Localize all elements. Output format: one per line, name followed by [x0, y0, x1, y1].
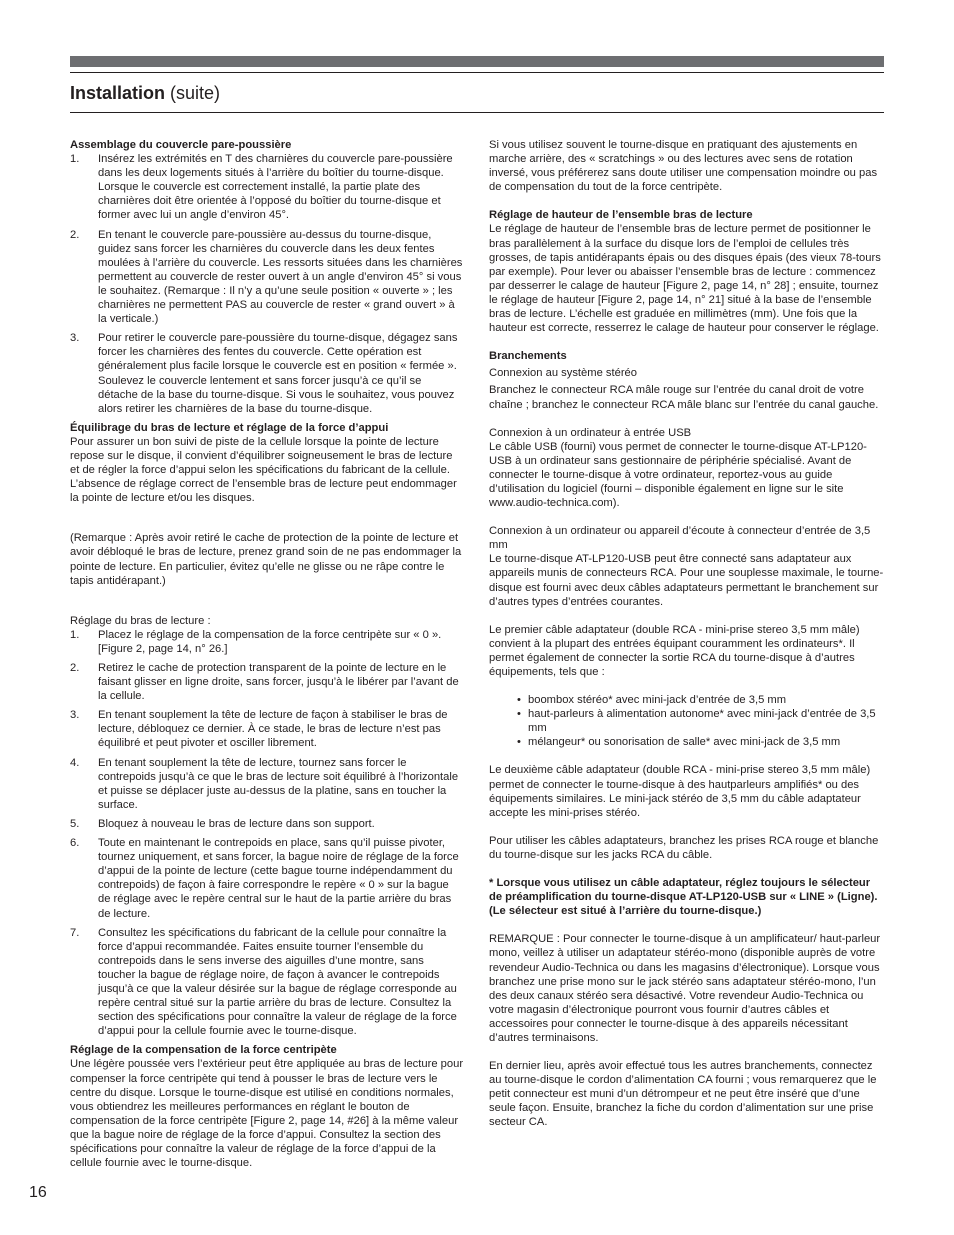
header-divider — [70, 72, 884, 73]
item-number: 7. — [70, 926, 80, 939]
right-column — [489, 138, 885, 1130]
item-text: Placez le réglage de la compensation de la force centripète sur « 0 ». [Figure 2, page 14, n° 26.] — [98, 628, 442, 655]
first-adapter-text: Le premier câble adaptateur (double RCA - mini-prise stereo 3,5 mm mâle) convient à la plupart des entrées équipant couramment les ordinateurs*. Il permet également de connecter la sortie RCA du tourne-disque à d’autres équipements, tels que : — [489, 623, 860, 678]
stereo-text: Branchez le connecteur RCA mâle rouge sur l’entrée du canal droit de votre chaîne ; branchez le connecteur RCA mâle blanc sur l’entrée du canal gauche. — [489, 384, 879, 411]
list-item: • boombox stéréo* avec mini-jack d’entrée de 3,5 mm — [517, 693, 885, 707]
list-item — [70, 836, 464, 921]
item-number: 3. — [70, 332, 80, 345]
item-text: Pour retirer le couvercle pare-poussière du tourne-disque, dégagez sans forcer les charnières des fentes du couvercle. Cette opération est généralement plus facile lorsque le couvercle est en position « fermée ». Soulevez le couvercle lentement et sans forcer jusqu’à ce qu’il se détache de la base du tourne-disque. Si vous le souhaitez, vous pouvez alors retirer les charnières de la base du tourne-disque. — [98, 332, 458, 415]
header-bar — [70, 56, 884, 67]
antiskating-text: Une légère poussée vers l’extérieur peut être appliquée au bras de lecture pour compenser la force centripète qui tend à pousser le bras de lecture vers le centre du disque. Lorsque le tourne-disque est utilisé en conditions normales, vous obtiendrez les meilleures performances en réglant le bouton de compensation de la force centripète [Figure 2, page 14, #26] à la même valeur que la bague noire de réglage de la force d’appui. Consultez la section des spécifications pour connaître la valeur de réglage de la force d’appui de la cellule fournie avec le tourne-disque. — [70, 1058, 464, 1170]
height-text: Le réglage de hauteur de l’ensemble bras de lecture permet de positionner le bras parallèlement à la surface du disque lors de l’emploi de cellules très grosses, de tapis antidérapants épais ou des disques épais (des vieux 78-tours par exemple). Pour lever ou abaisser l’ensemble bras de lecture : commencez par desserrer le calage de hauteur [Figure 2, page 14, n° 28] ; ensuite, tournez le réglage de hauteur [Figure 2, page 14, n° 21] situé à la base de l’ensemble bras de lecture. L’échelle est graduée en millimètres (mm). Une fois que la hauteur est correcte, resserrez le calage de hauteur pour conserver le réglage. — [489, 223, 881, 335]
list-item — [70, 628, 464, 656]
dust-cover-steps — [70, 152, 464, 416]
item-number: 5. — [70, 817, 80, 830]
item-text: En tenant souplement la tête de lecture de façon à stabiliser le bras de lecture, débloquez ce dernier. À ce stade, le bras de lecture n’est pas équilibré et peut pivoter et osciller librement. — [98, 709, 448, 750]
arm-adjust-steps — [70, 628, 464, 1039]
list-item — [70, 708, 464, 750]
page-title — [70, 82, 220, 104]
list-item: • mélangeur* ou sonorisation de salle* avec mini-jack de 3,5 mm — [517, 735, 885, 749]
item-text: Insérez les extrémités en T des charnières du couvercle pare-poussière dans les deux logements situés à l’arrière du boîtier du tourne-disque. Lorsque le couvercle est correctement installé, la partie plate des charnières doit être orientée à l’opposé du boîtier du tourne-disque et former avec lui un angle d’environ 45°. — [98, 153, 453, 222]
item-number: 6. — [70, 837, 80, 850]
list-item — [70, 228, 464, 327]
section-heading-antiskating: Réglage de la compensation de la force centripète — [70, 1044, 337, 1057]
item-number: 2. — [70, 662, 80, 674]
mini-jack-label: Connexion à un ordinateur ou appareil d’écoute à connecteur d’entrée de 3,5 mm — [489, 525, 871, 552]
item-text: Consultez les spécifications du fabricant de la cellule pour connaître la force d’appui recommandée. Faites ensuite tourner l’ensemble du contrepoids dans le sens inverse des aiguilles d’une montre, sans toucher la bague de réglage noire, de façon à avancer le contrepoids jusqu’à ce que la valeur désirée sur la bague de réglage corresponde au repère central situé sur la partie arrière du bras de lecture. Consultez la section des spécifications pour connaître la valeur de réglage de la force d’appui pour la cellule fournie avec le tourne-disque. — [98, 926, 457, 1038]
list-item — [70, 152, 464, 222]
title-rule — [70, 112, 884, 113]
item-text: Retirez le cache de protection transparent de la pointe de lecture en le faisant glisser en ligne droite, sans forcer, jusqu’à le libérer par l’avant de la cellule. — [98, 662, 459, 703]
list-item — [70, 817, 464, 831]
list-item — [70, 331, 464, 416]
item-text: Toute en maintenant le contrepoids en place, sans qu’il puisse pivoter, tournez uniquement, et sans forcer, la bague noire de réglage de la force d’appui de la pointe de lecture (cette bague tourne indépendamment du contrepoids) de façon à faire correspondre le repère « 0 » sur la bague de réglage avec le repère central sur le haut de la partie arrière du bras de lecture. — [98, 837, 459, 920]
arm-adjust-label: Réglage du bras de lecture : — [70, 614, 211, 627]
list-item — [70, 926, 464, 1039]
balance-note: (Remarque : Après avoir retiré le cache de protection de la pointe de lecture et avoir débloqué le bras de lecture, prenez grand soin de ne pas endommager la pointe de lecture. En particulier, évitez qu’elle ne glisse ou ne râpe contre le tapis antidérapant.) — [70, 532, 462, 587]
power-text: En dernier lieu, après avoir effectué tous les autres branchements, connectez au tourne-disque le cordon d’alimentation CA fourni ; vous remarquerez que le petit connecteur est muni d’un détrompeur et ne peut être inséré que d’une seule façon. Ensuite, branchez la fiche du cordon d’alimentation sur une prise secteur CA. — [489, 1060, 877, 1129]
item-number: 3. — [70, 709, 80, 722]
item-number: 1. — [70, 153, 80, 166]
left-column — [70, 138, 464, 1170]
usb-text: Connexion à un ordinateur à entrée USB Le câble USB (fourni) vous permet de connecter le tourne-disque AT-LP120-USB à un ordinateur sans gestionnaire de périphérie spécialisé. Avant de connecter le tourne-disque à votre ordinateur, reportez-vous au guide d’utilisation du logiciel (fourni – disponible également en ligne sur le site www.audio-technica.com). — [489, 426, 867, 510]
section-heading-dust-cover: Assemblage du couvercle pare-poussière — [70, 139, 292, 151]
page-number: 16 — [29, 1184, 47, 1201]
balance-intro: Pour assurer un bon suivi de piste de la cellule lorsque la pointe de lecture repose sur le disque, il convient d’équilibrer soigneusement le bras de lecture et de régler la force d’appui selon les spécifications du fabricant de la cellule. L’absence de réglage correct de l’ensemble bras de lecture peut endommager la pointe de lecture et/ou les disques. — [70, 435, 457, 505]
section-heading-connections: Branchements — [489, 350, 567, 363]
antiskating-continued: Si vous utilisez souvent le tourne-disque en pratiquant des ajustements en marche arrière, des « scratchings » ou des lectures avec sens de rotation inversé, vous préférerez sans doute utiliser une compensation moindre ou pas de compensation du tout de la force centripète. — [489, 139, 878, 194]
adapter-use-text: Pour utiliser les câbles adaptateurs, branchez les prises RCA rouge et blanche du tourne-disque sur les jacks RCA du câble. — [489, 834, 879, 861]
mono-remark: REMARQUE : Pour connecter le tourne-disque à un amplificateur/ haut-parleur mono, veillez à utiliser un adaptateur stéréo-mono (disponible auprès de votre revendeur Audio-Technica ou dans les magasins d’électronique). Lorsque vous branchez une prise mono sur le jack stéréo sans adaptateur stéréo-mono, l’un des deux canaux stéréo sera désactivé. Votre revendeur Audio-Technica ou votre magasin d’électronique pourront vous fournir d’autres câbles et accessoires pour connecter le tourne-disque à des appareils nécessitant d’autres terminaisons. — [489, 933, 881, 1044]
item-text: En tenant souplement la tête de lecture, tournez sans forcer le contrepoids jusqu’à ce que le bras de lecture soit équilibré à l’horizontale et puisse se déplacer juste au-dessus de la platine, sans en toucher la surface. — [98, 756, 459, 811]
item-number: 2. — [70, 228, 80, 241]
item-text: En tenant le couvercle pare-poussière au-dessus du tourne-disque, guidez sans forcer les charnières du couvercle dans les deux fentes moulées à l’arrière du couvercle. Les ressorts situées dans les charnières permettent au couvercle de rester ouvert à un angle d’environ 45° si vous le souhaitez. (Remarque : Il n’y a qu’une seule position « ouverte » ; les charnières ne permettent PAS au couvercle de rester « grand ouvert » à la verticale.) — [98, 228, 463, 326]
equipment-list — [489, 693, 885, 749]
title-suffix: (suite) — [165, 83, 221, 103]
list-item: • haut-parleurs à alimentation autonome* avec mini-jack d’entrée de 3,5 mm — [517, 707, 885, 735]
list-item — [70, 661, 464, 703]
line-selector-note: * Lorsque vous utilisez un câble adaptateur, réglez toujours le sélecteur de préamplification du tourne-disque AT-LP120-USB sur « LINE » (Ligne). (Le sélecteur est situé à l’arrière du tourne-disque.) — [489, 877, 878, 918]
section-heading-balance: Équilibrage du bras de lecture et réglage de la force d’appui — [70, 421, 389, 434]
list-item — [70, 756, 464, 812]
stereo-label: Connexion au système stéréo — [489, 367, 638, 380]
mini-jack-text: Le tourne-disque AT-LP120-USB peut être connecté sans adaptateur aux appareils munis de connecteurs RCA. Pour une souplesse maximale, le tourne-disque est fourni avec deux câbles adaptateurs permettant le branchement sur d’autres types d’entrées courantes. — [489, 553, 884, 608]
title-bold: Installation — [70, 83, 166, 103]
second-adapter-text: Le deuxième câble adaptateur (double RCA - mini-prise stereo 3,5 mm mâle) permet de connecter le tourne-disque à des hautparleurs amplifiés* ou des équipements similaires. Le mini-jack stéréo de 3,5 mm du câble adaptateur accepte les mini-prises stéréo. — [489, 764, 871, 819]
item-number: 1. — [70, 628, 80, 641]
item-number: 4. — [70, 756, 80, 769]
section-heading-height: Réglage de hauteur de l’ensemble bras de lecture — [489, 209, 753, 222]
item-text: Bloquez à nouveau le bras de lecture dans son support. — [98, 817, 375, 830]
